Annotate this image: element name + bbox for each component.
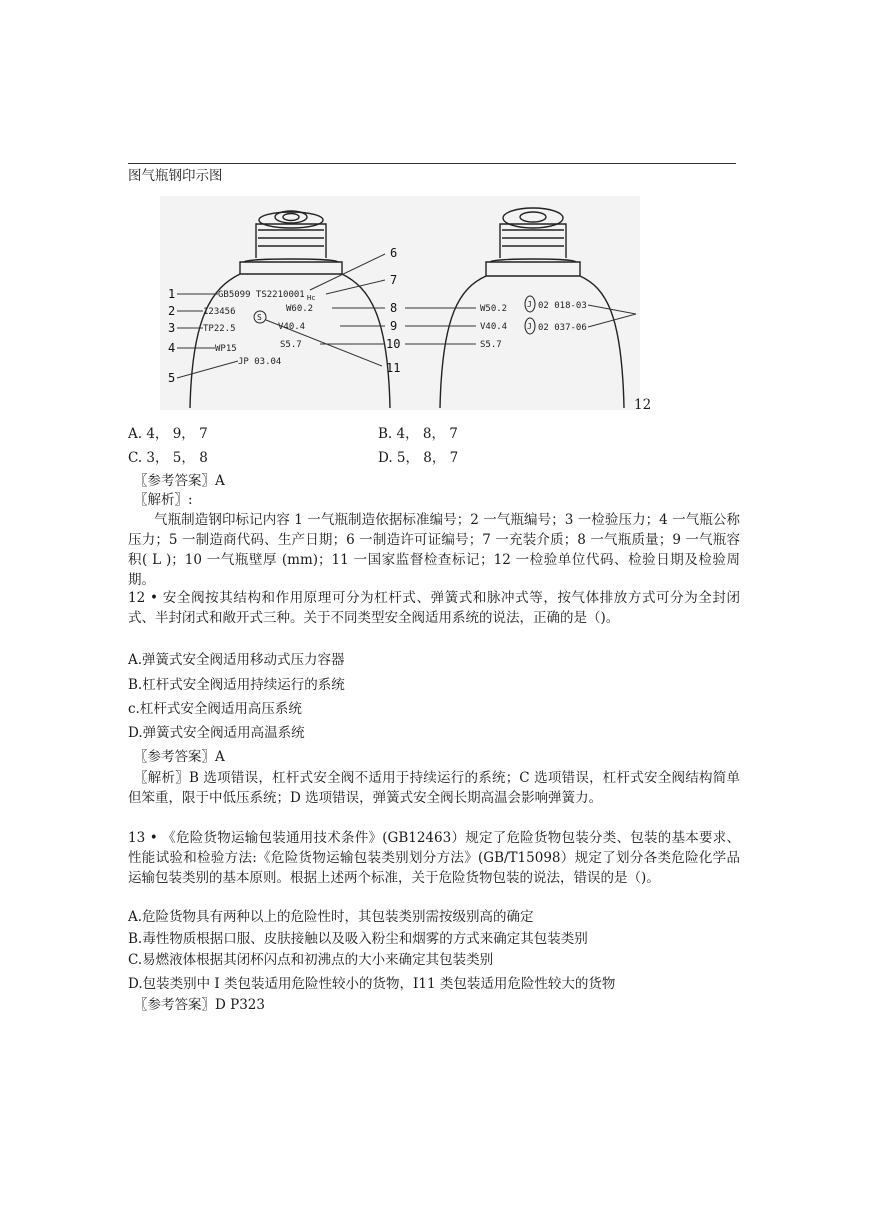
- callout-6: 6: [390, 246, 398, 260]
- callout-8: 8: [390, 301, 398, 315]
- gas-cylinder-stamp-figure: [160, 196, 640, 410]
- q13-option-d: D.包装类别中 I 类包装适用危险性较小的货物，I11 类包装适用危险性较大的货物: [128, 976, 616, 992]
- stamp-inspection-2: 02 037-06: [538, 323, 587, 333]
- q12-analysis: 〖解析〗B 选项错误，杠杆式安全阀不适用于持续运行的系统；C 选项错误，杠杆式安全阀结构简单但笨重，限于中低压系统；D 选项错误，弹簧式安全阀长期高温会影响弹簧力。: [128, 770, 740, 806]
- q11-option-a: A. 4， 9， 7: [128, 426, 208, 442]
- stamp-wall: S5.7: [280, 340, 302, 350]
- inspection-circle-2: J: [527, 322, 532, 331]
- stamp-standard: GB5099 TS2210001: [218, 290, 305, 300]
- stamp-right-wall: S5.7: [480, 340, 502, 350]
- figure-caption: 图气瓶钢印示图: [128, 168, 223, 184]
- stamp-serial: 123456: [203, 307, 236, 317]
- stamp-inspection-1: 02 018-03: [538, 301, 587, 311]
- callout-5: 5: [168, 371, 176, 385]
- inspection-circle-1: J: [527, 300, 532, 309]
- q12-option-b: B.杠杆式安全阀适用持续运行的系统: [128, 677, 345, 693]
- q11-answer: 〖参考答案〗A: [134, 473, 225, 489]
- stamp-hc: Hc: [307, 294, 316, 302]
- callout-9: 9: [390, 319, 398, 333]
- q13-answer: 〖参考答案〗D P323: [134, 997, 265, 1013]
- stamp-volume: V40.4: [278, 322, 306, 332]
- q11-option-b: B. 4， 8， 7: [378, 426, 458, 442]
- stamp-maker-date: JP 03.04: [238, 357, 282, 367]
- q11-analysis: 气瓶制造钢印标记内容 1 一气瓶制造依据标准编号；2 一气瓶编号；3 一检验压力；4 一气瓶公称压力；5 一制造商代码、生产日期；6 一制造许可证编号；7 一充装介质；8 一气瓶质量；9 一气瓶容积( L )；10 一气瓶壁厚 (mm)；11 一国家监督检查标记；12 一检验单位代码、检验日期及检验周期。: [128, 512, 740, 588]
- q12-option-a: A.弹簧式安全阀适用移动式压力容器: [128, 652, 345, 668]
- stamp-weight: W60.2: [286, 304, 314, 314]
- stamp-right-weight: W50.2: [480, 304, 508, 314]
- q12-stem: 12 • 安全阀按其结构和作用原理可分为杠杆式、弹簧式和脉冲式等，按气体排放方式可分为全封闭式、半封闭式和敞开式三种。关于不同类型安全阀适用系统的说法，正确的是（)。: [128, 590, 740, 626]
- stamp-test-pressure: TP22.5: [203, 324, 236, 334]
- callout-4: 4: [168, 341, 176, 355]
- callout-10: 10: [386, 337, 401, 351]
- q13-stem: 13 • 《危险货物运输包装通用技术条件》(GB12463）规定了危险货物包装分类、包装的基本要求、性能试验和检验方法:《危险货物运输包装类别划分方法》(GB/T15098）规定了划分各类危险化学品运输包装类别的基本原则。根据上述两个标准，关于危险货物包装的说法，错误的是（)。: [128, 830, 740, 886]
- q12-option-c: c.杠杆式安全阀适用高压系统: [128, 701, 302, 717]
- q13-option-b: B.毒性物质根据口服、皮肤接触以及吸入粉尘和烟雾的方式来确定其包装类别: [128, 931, 588, 947]
- callout-7: 7: [390, 273, 398, 287]
- callout-1: 1: [168, 287, 176, 301]
- stamp-right-volume: V40.4: [480, 322, 508, 332]
- q11-option-d: D. 5， 8， 7: [378, 450, 459, 466]
- q11-analysis-head: 〖解析〗:: [134, 492, 193, 508]
- callout-2: 2: [168, 304, 176, 318]
- q12-option-d: D.弹簧式安全阀适用高温系统: [128, 725, 305, 741]
- q13-option-c: C.易燃液体根据其闭杯闪点和初沸点的大小来确定其包装类别: [128, 952, 494, 968]
- callout-11: 11: [386, 361, 401, 375]
- q13-option-a: A.危险货物具有两种以上的危险性时，其包装类别需按级别高的确定: [128, 909, 534, 925]
- q11-option-c: C. 3， 5， 8: [128, 450, 208, 466]
- top-rule: [128, 163, 736, 164]
- seal-mark: S: [257, 313, 262, 322]
- callout-3: 3: [168, 321, 176, 335]
- q12-answer: 〖参考答案〗A: [134, 749, 225, 765]
- stamp-working-pressure: WP15: [215, 344, 237, 354]
- callout-12: 12: [634, 397, 652, 413]
